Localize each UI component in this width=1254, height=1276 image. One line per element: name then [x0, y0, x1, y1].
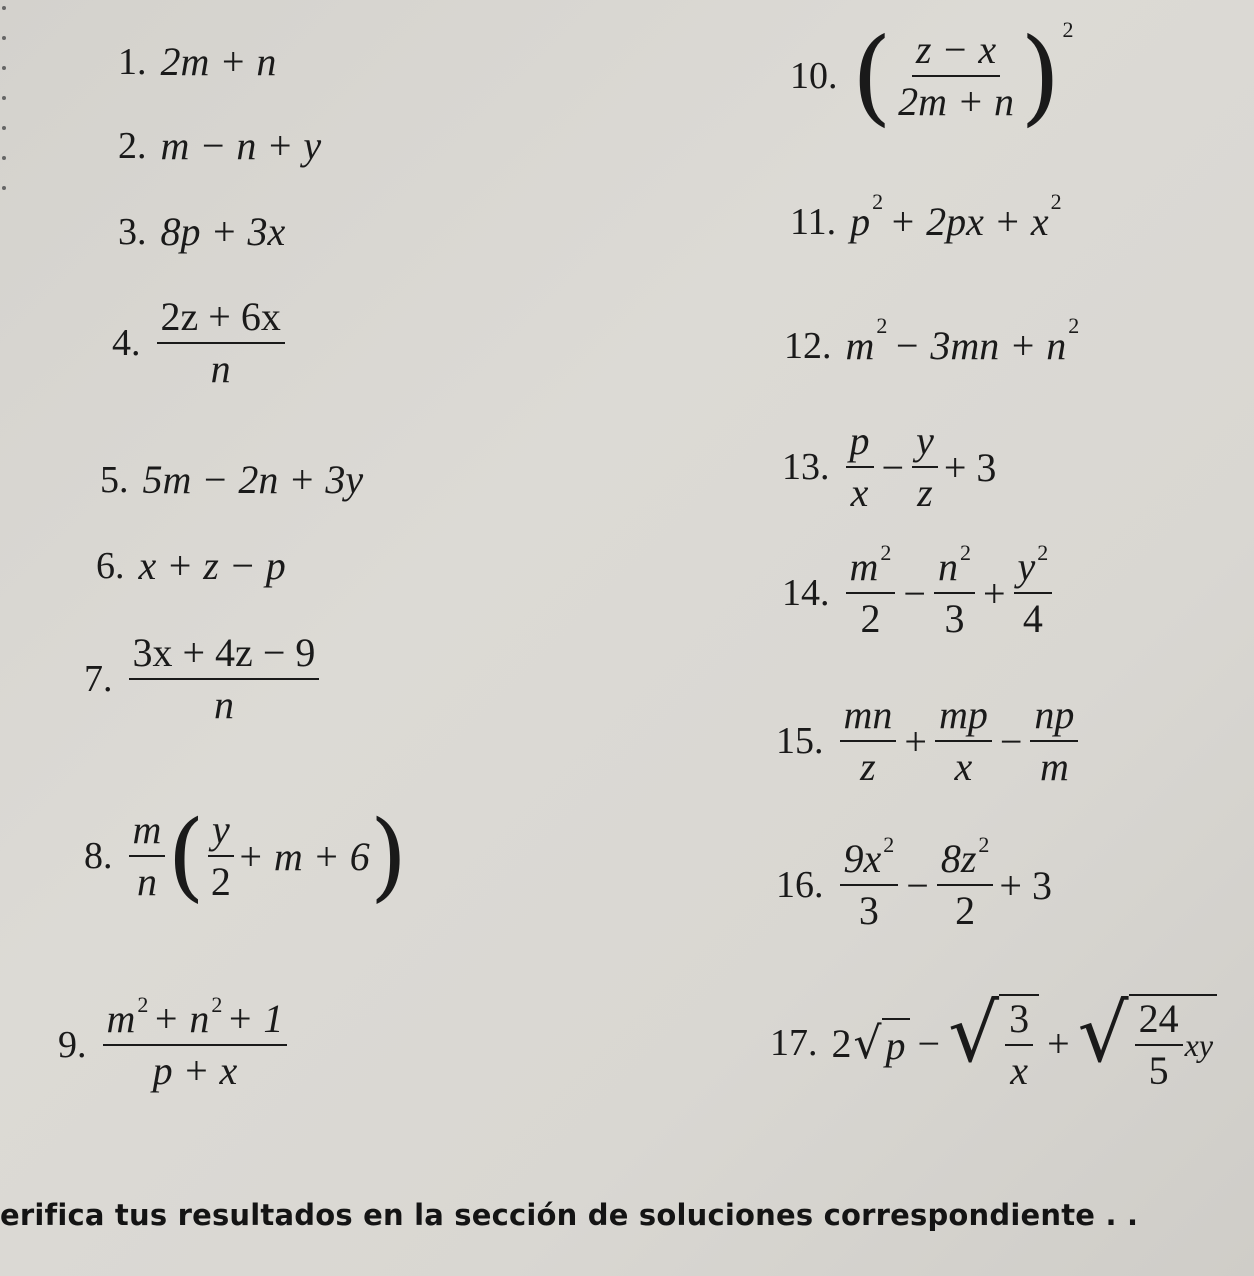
margin-marks [0, 0, 14, 200]
fraction-numerator: 2z + 6x [157, 296, 285, 344]
fraction-numerator: p [846, 420, 874, 468]
radicand: p [885, 1022, 906, 1068]
coefficient: 2 [831, 1020, 852, 1066]
fraction [937, 832, 994, 933]
operator: + [904, 718, 927, 764]
fraction [934, 540, 975, 641]
fraction-numerator [934, 540, 975, 594]
expression: 5m − 2n + 3y [142, 457, 364, 502]
fraction-numerator: mp [935, 694, 992, 742]
fraction-numerator: m [129, 809, 166, 857]
term: p [850, 199, 871, 244]
exercise-4 [112, 296, 287, 390]
left-paren: ( [851, 15, 893, 137]
exponent: 2 [876, 312, 888, 338]
exponent: 2 [880, 540, 892, 565]
fraction [129, 632, 320, 726]
exponent: 2 [872, 188, 884, 214]
term: + 2px + x [889, 199, 1049, 244]
fraction-denominator: z [860, 744, 876, 789]
fraction-denominator: 2 [955, 888, 976, 933]
fraction [894, 29, 1018, 123]
fraction-denominator: p + x [152, 1048, 238, 1093]
fraction [1005, 998, 1033, 1092]
fraction [840, 832, 899, 933]
exercise-17 [770, 987, 1219, 1093]
exponent: 2 [959, 540, 971, 565]
expression: m − n + y [160, 123, 322, 168]
fraction-denominator: x [1010, 1048, 1028, 1093]
square-root [948, 987, 1039, 1093]
expression: 8p + 3x [160, 209, 286, 254]
operator: − [999, 718, 1023, 764]
fraction-denominator: n [213, 682, 234, 727]
fraction-numerator [1014, 540, 1053, 594]
exercise-number: 14. [782, 572, 830, 614]
square-root [854, 1018, 910, 1069]
fraction-denominator: 2 [210, 859, 231, 904]
exercise-3 [118, 208, 285, 255]
square-root [1077, 987, 1217, 1093]
fraction-numerator: y [208, 809, 234, 857]
fraction-numerator [937, 832, 994, 886]
exponent: 2 [1037, 540, 1049, 565]
exercise-number: 1. [118, 40, 147, 83]
fraction [157, 296, 285, 390]
inner-fraction [207, 809, 235, 903]
exercise-number: 15. [776, 720, 824, 762]
exercise-7 [84, 632, 321, 726]
exercise-15 [776, 694, 1080, 788]
radical-icon: √ [853, 1017, 882, 1069]
exercise-number: 10. [790, 55, 838, 97]
fraction-numerator: 3x + 4z − 9 [129, 632, 320, 680]
operator: − [917, 1020, 941, 1066]
expression-tail: + 3 [999, 862, 1052, 908]
fraction-denominator: x [954, 744, 973, 789]
fraction-denominator: m [1039, 744, 1069, 789]
term: 9x [843, 836, 882, 881]
exercise-number: 2. [118, 124, 147, 167]
operator: + [1047, 1020, 1070, 1066]
fraction-numerator: z − x [912, 29, 1000, 77]
exponent: 2 [883, 832, 895, 857]
exercise-10 [790, 15, 1074, 137]
exercise-number: 7. [84, 658, 113, 700]
exercise-number: 17. [770, 1022, 818, 1064]
fraction-denominator: z [917, 470, 933, 515]
fraction [1135, 998, 1183, 1092]
fraction [935, 694, 992, 788]
fraction [1030, 694, 1078, 788]
fraction-numerator: mn [840, 694, 897, 742]
exercise-9 [58, 992, 289, 1093]
term: − 3mn + n [893, 323, 1067, 368]
expression-tail: + 3 [943, 444, 997, 490]
operator: − [881, 444, 905, 490]
exercise-8 [84, 800, 408, 912]
fraction [103, 992, 288, 1093]
operator: − [903, 570, 926, 616]
exponent: 2 [978, 832, 990, 857]
exercise-number: 3. [118, 210, 147, 253]
exercise-number: 5. [100, 458, 129, 501]
fraction-denominator: 4 [1022, 596, 1043, 641]
exercise-number: 13. [782, 446, 830, 488]
exercise-5 [100, 456, 363, 503]
operator: + [982, 570, 1006, 616]
term: + n [152, 996, 210, 1041]
footer-instruction: erifica tus resultados en la sección de soluciones correspondiente . . [0, 1198, 1139, 1232]
exercise-11 [790, 188, 1062, 245]
exponent: 2 [1068, 312, 1080, 338]
fraction-numerator: y [912, 420, 938, 468]
fraction-denominator: 2m + n [898, 79, 1014, 124]
exercise-number: 4. [112, 322, 141, 364]
expression: x + z − p [138, 543, 286, 588]
term: m [106, 996, 136, 1041]
fraction-denominator: n [210, 346, 231, 391]
exercise-2 [118, 122, 321, 169]
fraction [846, 540, 896, 641]
operator: − [906, 862, 929, 908]
radical-icon: √ [1077, 987, 1129, 1080]
fraction-numerator [846, 540, 896, 594]
left-paren: ( [167, 800, 205, 912]
fraction-numerator [103, 992, 288, 1046]
exercise-13 [782, 420, 996, 514]
term: y [1017, 544, 1036, 589]
right-paren: ) [369, 800, 408, 912]
fraction-denominator: 5 [1148, 1048, 1169, 1093]
fraction-numerator: 3 [1005, 998, 1033, 1046]
exercise-14 [782, 540, 1054, 641]
exercise-number: 9. [58, 1024, 87, 1066]
radical-icon: √ [948, 987, 1000, 1080]
exponent: 2 [1062, 17, 1074, 42]
expression-tail: + m + 6 [236, 833, 370, 879]
fraction [129, 809, 166, 903]
right-paren: ) [1019, 15, 1061, 137]
exponent: 2 [137, 992, 149, 1017]
exponent: 2 [211, 992, 223, 1017]
fraction-numerator: 24 [1135, 998, 1183, 1046]
term: + 1 [226, 996, 284, 1041]
fraction-denominator: 3 [944, 596, 965, 641]
fraction [1014, 540, 1053, 641]
fraction-denominator: n [136, 859, 157, 904]
exercise-12 [784, 312, 1080, 369]
term: n [937, 544, 958, 589]
fraction-denominator: 2 [860, 596, 881, 641]
exercise-1 [118, 38, 276, 85]
exercise-number: 11. [790, 200, 837, 243]
fraction [912, 420, 938, 514]
exercise-number: 12. [784, 324, 832, 367]
term: m [849, 544, 879, 589]
exponent: 2 [1050, 188, 1062, 214]
exercise-number: 8. [84, 835, 113, 877]
term: 8z [940, 836, 977, 881]
exercise-16 [776, 832, 1052, 933]
exercise-6 [96, 542, 286, 589]
term: m [845, 323, 875, 368]
margin-marks-icon [0, 0, 14, 200]
fraction-numerator: np [1030, 694, 1078, 742]
exercise-number: 16. [776, 864, 824, 906]
fraction-numerator [840, 832, 899, 886]
expression: 2m + n [160, 39, 277, 84]
fraction-denominator: x [850, 470, 869, 515]
fraction-denominator: 3 [858, 888, 879, 933]
exercise-number: 6. [96, 544, 125, 587]
fraction [846, 420, 874, 514]
radicand-tail: xy [1184, 1026, 1214, 1063]
fraction [840, 694, 897, 788]
